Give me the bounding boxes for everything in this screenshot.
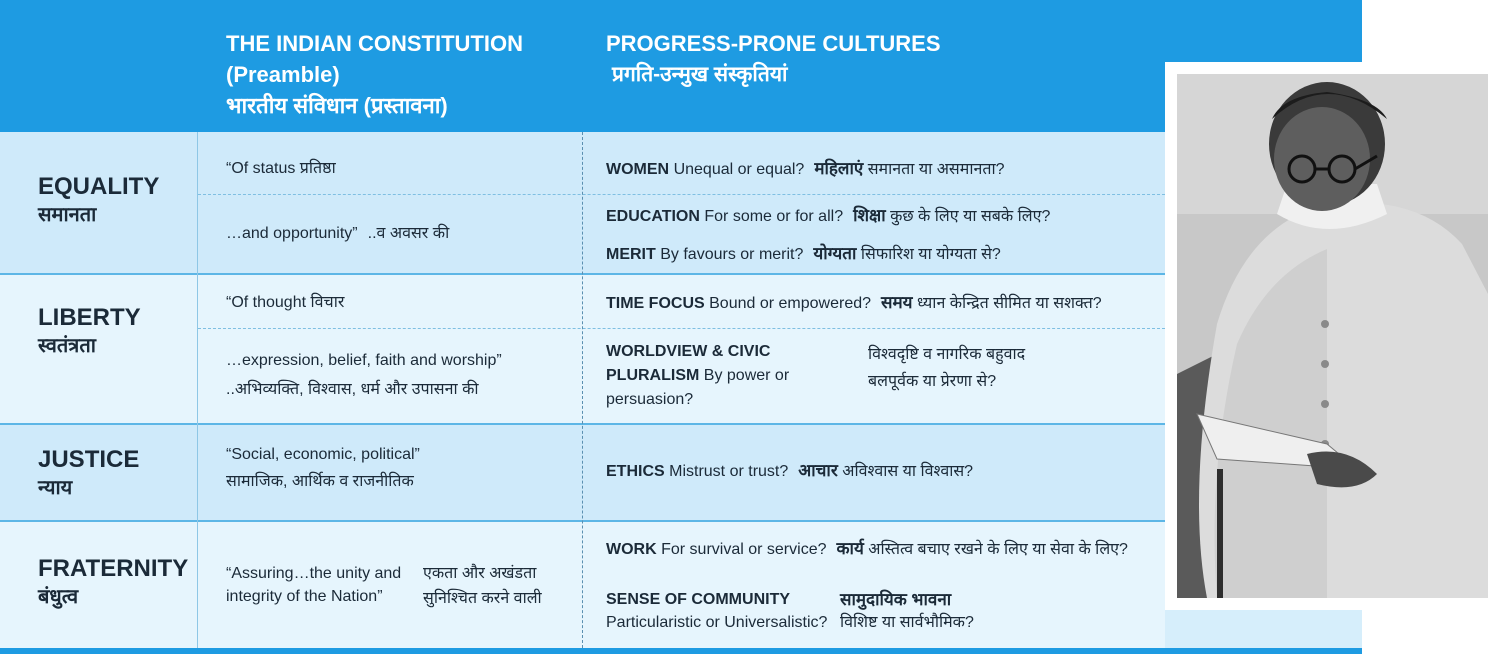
category-label: LIBERTY bbox=[38, 304, 141, 331]
culture-time-focus bbox=[606, 291, 1102, 316]
preamble-justice-hindi: सामाजिक, आर्थिक व राजनीतिक bbox=[226, 473, 414, 490]
culture-worldview-key-2 bbox=[606, 364, 789, 388]
culture-key: SENSE OF COMMUNITY bbox=[606, 591, 791, 608]
culture-text-hindi: समानता या असमानता? bbox=[867, 161, 1005, 178]
culture-text-hindi: कुछ के लिए या सबके लिए? bbox=[890, 208, 1051, 225]
culture-key-hindi: समय bbox=[881, 293, 913, 312]
portrait-photo bbox=[1177, 74, 1488, 598]
culture-key-hindi: महिलाएं bbox=[814, 159, 864, 178]
category-label: JUSTICE bbox=[38, 446, 140, 473]
preamble-liberty-expression: …expression, belief, faith and worship” bbox=[226, 352, 502, 369]
culture-text: Unequal or equal? bbox=[673, 161, 805, 178]
preamble-fraternity-hindi-1: एकता और अखंडता bbox=[423, 565, 537, 582]
category-label: FRATERNITY bbox=[38, 555, 189, 582]
header-col1-subtitle: (Preamble) bbox=[226, 62, 340, 87]
culture-text: Bound or empowered? bbox=[709, 295, 872, 312]
preamble-liberty-expression-hindi: ..अभिव्यक्ति, विश्वास, धर्म और उपासना की bbox=[226, 381, 479, 398]
subrow-divider bbox=[198, 328, 1165, 329]
category-label-hindi: न्याय bbox=[38, 477, 73, 499]
culture-text: Mistrust or trust? bbox=[669, 463, 789, 480]
subrow-divider bbox=[198, 194, 1165, 195]
preamble-justice: “Social, economic, political” bbox=[226, 446, 420, 463]
preamble-text: …and opportunity” bbox=[226, 225, 358, 242]
culture-worldview-hindi-2: बलपूर्वक या प्रेरणा से? bbox=[868, 373, 997, 390]
culture-key-hindi: शिक्षा bbox=[853, 206, 886, 225]
culture-key: WORLDVIEW & CIVIC bbox=[606, 343, 771, 360]
header-indian-constitution bbox=[226, 28, 523, 121]
culture-text-hindi: अस्तित्व बचाए रखने के लिए या सेवा के लिए? bbox=[868, 541, 1128, 558]
culture-key: TIME FOCUS bbox=[606, 295, 705, 312]
culture-text: By power or bbox=[703, 367, 790, 384]
culture-key-hindi: सामुदायिक भावना bbox=[840, 590, 952, 609]
culture-key-hindi: योग्यता bbox=[813, 244, 857, 263]
column-divider bbox=[197, 132, 198, 648]
bottom-strip bbox=[0, 648, 1362, 654]
culture-text-hindi: अविश्वास या विश्वास? bbox=[842, 463, 974, 480]
culture-community-key bbox=[606, 588, 790, 612]
culture-worldview-text: persuasion? bbox=[606, 391, 694, 408]
preamble-fraternity-1: “Assuring…the unity and bbox=[226, 565, 402, 582]
culture-worldview-key-1 bbox=[606, 340, 770, 364]
category-equality bbox=[38, 172, 159, 228]
preamble-fraternity-2: integrity of the Nation” bbox=[226, 588, 383, 605]
culture-text: By favours or merit? bbox=[660, 246, 804, 263]
category-fraternity bbox=[38, 554, 188, 610]
header-progress-prone-cultures bbox=[606, 28, 941, 90]
preamble-fraternity-hindi-2: सुनिश्चित करने वाली bbox=[423, 590, 542, 607]
culture-ethics bbox=[606, 459, 973, 484]
culture-key: WORK bbox=[606, 541, 657, 558]
category-liberty bbox=[38, 303, 141, 359]
culture-key: PLURALISM bbox=[606, 367, 700, 384]
category-label-hindi: समानता bbox=[38, 204, 97, 226]
culture-text: For survival or service? bbox=[661, 541, 827, 558]
culture-women bbox=[606, 157, 1005, 182]
category-label-hindi: स्वतंत्रता bbox=[38, 335, 96, 357]
culture-key-hindi: कार्य bbox=[836, 539, 864, 558]
culture-community-text: Particularistic or Universalistic? bbox=[606, 614, 828, 631]
culture-merit bbox=[606, 242, 1001, 267]
culture-key: WOMEN bbox=[606, 161, 670, 178]
preamble-liberty-thought: “Of thought विचार bbox=[226, 294, 345, 311]
portrait-illustration bbox=[1177, 74, 1488, 598]
culture-text-hindi: ध्यान केन्द्रित सीमित या सशक्त? bbox=[917, 295, 1102, 312]
culture-community-hindi-key bbox=[840, 588, 951, 613]
culture-community-hindi: विशिष्ट या सार्वभौमिक? bbox=[840, 614, 974, 631]
portrait-frame bbox=[1165, 62, 1500, 610]
column-divider-dashed bbox=[582, 132, 583, 648]
culture-key: MERIT bbox=[606, 246, 656, 263]
preamble-equality-status: “Of status प्रतिष्ठा bbox=[226, 160, 336, 177]
table-header bbox=[0, 0, 1362, 132]
culture-text-hindi: सिफारिश या योग्यता से? bbox=[860, 246, 1001, 263]
culture-text: For some or for all? bbox=[704, 208, 844, 225]
header-col2-title: PROGRESS-PRONE CULTURES bbox=[606, 31, 941, 56]
header-col2-hindi: प्रगति-उन्मुख संस्कृतियां bbox=[612, 63, 788, 86]
category-label: EQUALITY bbox=[38, 173, 160, 200]
culture-key: EDUCATION bbox=[606, 208, 700, 225]
culture-key-hindi: आचार bbox=[798, 461, 838, 480]
preamble-equality-opportunity bbox=[226, 222, 449, 246]
header-col1-title: THE INDIAN CONSTITUTION bbox=[226, 31, 523, 56]
culture-work bbox=[606, 537, 1128, 562]
culture-education bbox=[606, 204, 1050, 229]
preamble-text-hindi: ..व अवसर की bbox=[367, 225, 450, 242]
header-col1-hindi: भारतीय संविधान (प्रस्तावना) bbox=[226, 93, 448, 118]
category-label-hindi: बंधुत्व bbox=[38, 586, 79, 608]
culture-worldview-hindi-1: विश्वदृष्टि व नागरिक बहुवाद bbox=[868, 346, 1026, 363]
category-justice bbox=[38, 445, 139, 501]
culture-key: ETHICS bbox=[606, 463, 665, 480]
